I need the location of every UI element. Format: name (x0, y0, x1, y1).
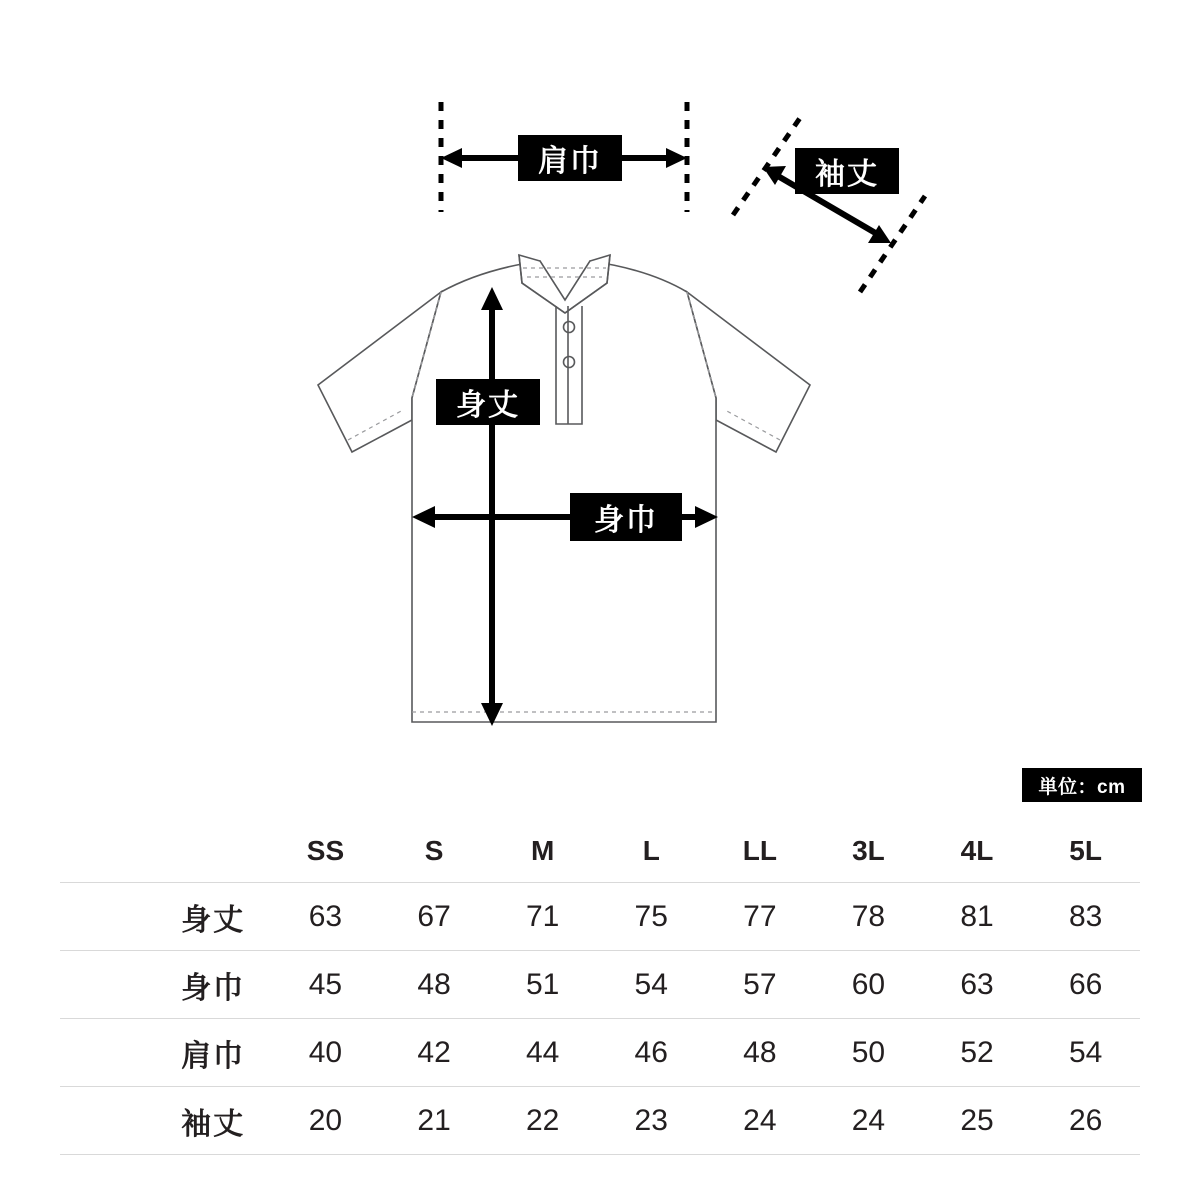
cell-body-length-5l: 83 (1068, 899, 1103, 933)
cell-shoulder-width-3l: 50 (851, 1035, 886, 1069)
column-header-3l: 3L (852, 835, 885, 866)
cell-body-width-l: 54 (634, 967, 668, 1001)
cell-body-length-m: 71 (525, 899, 560, 933)
cell-body-width-3l: 60 (851, 967, 886, 1001)
cell-sleeve-length-m: 22 (525, 1103, 560, 1137)
column-header-ss: SS (306, 835, 345, 866)
cell-shoulder-width-5l: 54 (1068, 1035, 1103, 1069)
row-header-body-width: 身巾 (181, 971, 246, 1005)
cell-body-length-ll: 77 (743, 899, 777, 933)
cell-sleeve-length-ll: 24 (743, 1103, 777, 1137)
cell-sleeve-length-3l: 24 (851, 1103, 886, 1137)
column-header-m: M (531, 835, 555, 866)
label-body-width: 身巾 (570, 493, 682, 541)
cell-body-length-l: 75 (634, 899, 668, 933)
column-header-l: L (642, 835, 660, 866)
size-table (60, 820, 1140, 1155)
label-body-length: 身丈 (436, 379, 540, 425)
column-header-5l: 5L (1069, 835, 1102, 866)
unit-note: 単位：cm (1022, 768, 1142, 802)
row-header-shoulder-width: 肩巾 (181, 1039, 246, 1073)
cell-body-width-5l: 66 (1068, 967, 1103, 1001)
cell-sleeve-length-4l: 25 (960, 1103, 994, 1137)
cell-body-width-ll: 57 (743, 967, 777, 1001)
cell-shoulder-width-m: 44 (525, 1035, 560, 1069)
label-shoulder-width: 肩巾 (518, 135, 622, 181)
column-header-s: S (424, 835, 444, 866)
label-sleeve-length: 袖丈 (795, 148, 899, 194)
cell-body-length-4l: 81 (960, 899, 994, 933)
cell-sleeve-length-s: 21 (417, 1103, 451, 1137)
table-row (60, 1019, 1140, 1087)
table-row (60, 951, 1140, 1019)
cell-shoulder-width-s: 42 (417, 1035, 451, 1069)
table-row (60, 883, 1140, 951)
cell-shoulder-width-4l: 52 (960, 1035, 994, 1069)
column-header-4l: 4L (960, 835, 994, 866)
cell-body-length-s: 67 (417, 899, 451, 933)
cell-body-length-ss: 63 (308, 899, 343, 933)
row-header-body-length: 身丈 (181, 903, 246, 937)
table-header-row (60, 820, 1140, 883)
cell-body-length-3l: 78 (851, 899, 886, 933)
cell-sleeve-length-ss: 20 (308, 1103, 343, 1137)
column-header-ll: LL (742, 835, 777, 866)
cell-sleeve-length-5l: 26 (1068, 1103, 1103, 1137)
row-header-sleeve-length: 袖丈 (181, 1107, 246, 1141)
cell-shoulder-width-ss: 40 (308, 1035, 343, 1069)
table-row (60, 1087, 1140, 1155)
cell-body-width-s: 48 (417, 967, 451, 1001)
table-corner-cell (60, 820, 271, 883)
cell-body-width-4l: 63 (960, 967, 994, 1001)
cell-shoulder-width-l: 46 (634, 1035, 668, 1069)
cell-shoulder-width-ll: 48 (743, 1035, 777, 1069)
cell-body-width-ss: 45 (308, 967, 343, 1001)
cell-body-width-m: 51 (525, 967, 560, 1001)
cell-sleeve-length-l: 23 (634, 1103, 668, 1137)
